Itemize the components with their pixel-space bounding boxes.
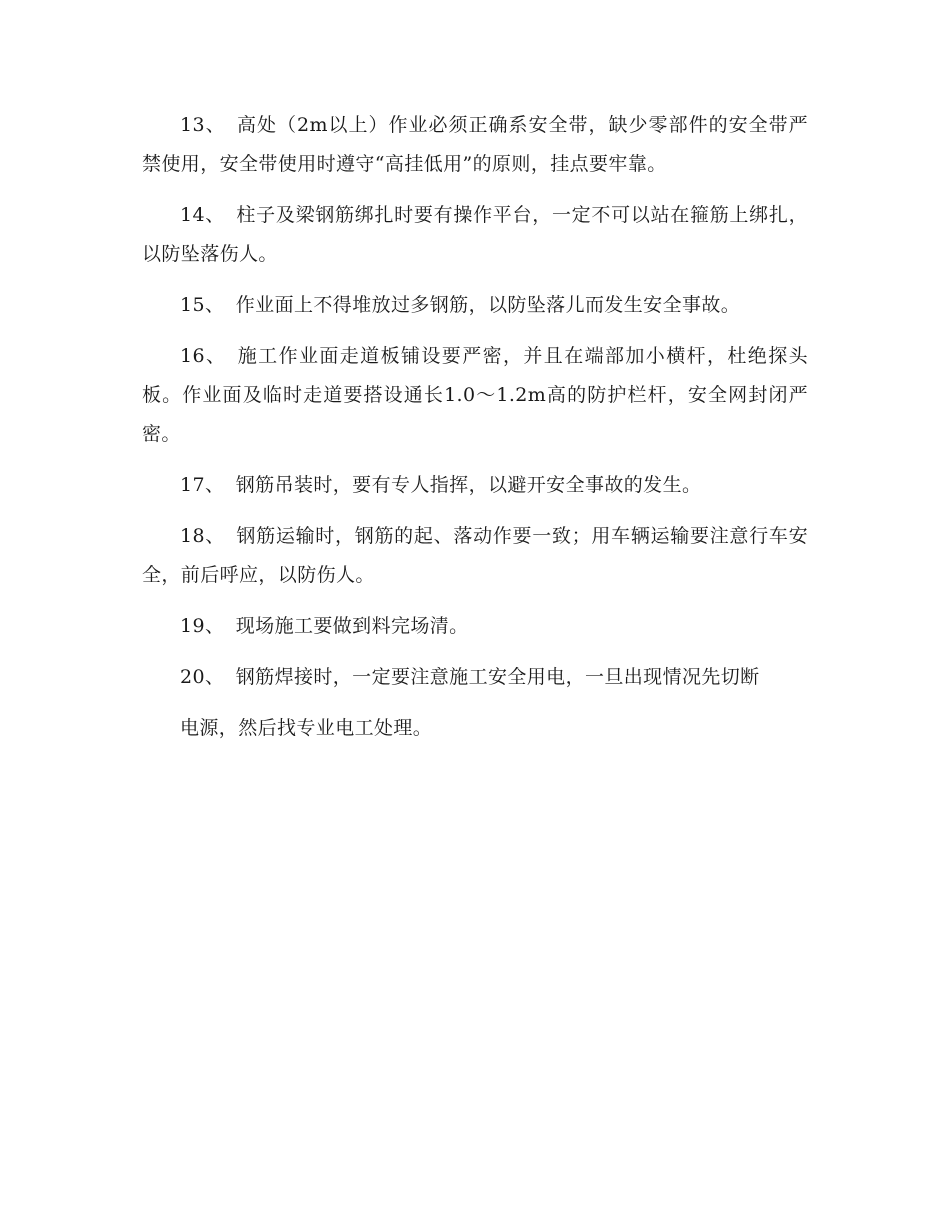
paragraph-text: 作业面上不得堆放过多钢筋，以防坠落儿而发生安全事故。 bbox=[235, 294, 741, 316]
paragraph-16 bbox=[142, 337, 808, 454]
paragraph-text: 钢筋吊装时，要有专人指挥，以避开安全事故的发生。 bbox=[235, 474, 702, 496]
paragraph-number: 15、 bbox=[180, 294, 225, 316]
paragraph-15 bbox=[142, 286, 808, 325]
paragraph-17 bbox=[142, 466, 808, 505]
paragraph-text: 现场施工要做到料完场清。 bbox=[235, 615, 469, 637]
paragraph-text: 施工作业面走道板铺设要严密，并且在端部加小横杆，杜绝探头板。作业面及临时走道要搭设通长1.0～1.2m高的防护栏杆，安全网封闭严密。 bbox=[142, 345, 808, 445]
paragraph-20 bbox=[142, 658, 808, 697]
document-body bbox=[142, 106, 808, 760]
paragraph-number: 14、 bbox=[180, 204, 226, 226]
paragraph-18 bbox=[142, 517, 808, 595]
paragraph-text: 柱子及梁钢筋绑扎时要有操作平台，一定不可以站在箍筋上绑扎，以防坠落伤人。 bbox=[142, 204, 808, 265]
paragraph-14 bbox=[142, 196, 808, 274]
paragraph-text: 高处（2m以上）作业必须正确系安全带，缺少零部件的安全带严禁使用，安全带使用时遵守“高挂低用”的原则，挂点要牢靠。 bbox=[142, 114, 808, 175]
paragraph-number: 16、 bbox=[180, 345, 227, 367]
paragraph-19 bbox=[142, 607, 808, 646]
paragraph-number: 19、 bbox=[180, 615, 225, 637]
paragraph-13 bbox=[142, 106, 808, 184]
paragraph-number: 18、 bbox=[180, 525, 226, 547]
paragraph-number: 17、 bbox=[180, 474, 225, 496]
paragraph-text: 钢筋焊接时，一定要注意施工安全用电，一旦出现情况先切断 bbox=[235, 666, 760, 688]
paragraph-text: 钢筋运输时，钢筋的起、落动作要一致；用车辆运输要注意行车安全，前后呼应，以防伤人。 bbox=[142, 525, 808, 586]
paragraph-number: 13、 bbox=[180, 114, 226, 136]
paragraph-number: 20、 bbox=[180, 666, 225, 688]
paragraph-continuation: 电源，然后找专业电工处理。 bbox=[180, 717, 433, 739]
